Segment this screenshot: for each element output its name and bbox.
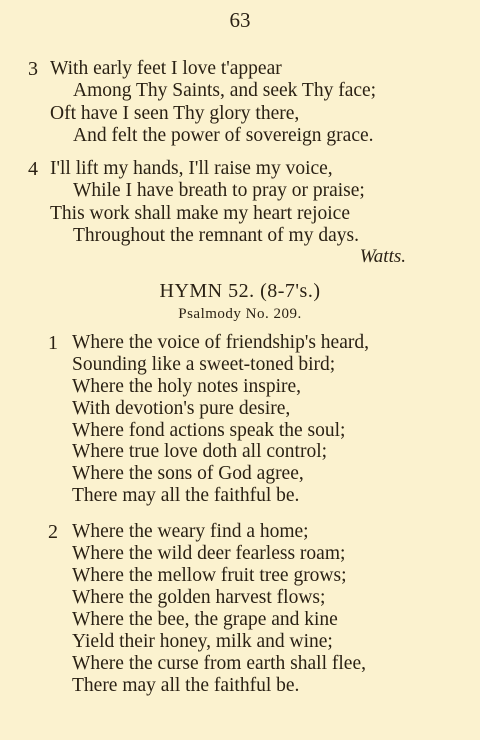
stanza-number: 4	[28, 158, 38, 180]
verse-line: Yield their honey, milk and wine;	[72, 631, 333, 652]
verse-line: Where the voice of friendship's heard,	[72, 332, 369, 353]
verse-line: Where true love doth all control;	[72, 441, 328, 462]
verse-line: Oft have I seen Thy glory there,	[50, 103, 300, 124]
verse-line: Where fond actions speak the soul;	[72, 420, 346, 441]
verse-line: Where the bee, the grape and kine	[72, 609, 338, 630]
verse-line: With early feet I love t'appear	[50, 58, 282, 79]
verse-line: Sounding like a sweet-toned bird;	[72, 354, 336, 375]
verse-line: With devotion's pure desire,	[72, 398, 291, 419]
verse-line: Where the golden harvest flows;	[72, 587, 326, 608]
verse-line: Where the curse from earth shall flee,	[72, 653, 366, 674]
verse-line: Where the sons of God agree,	[72, 463, 304, 484]
page-number: 63	[229, 8, 251, 32]
verse-line: I'll lift my hands, I'll raise my voice,	[50, 158, 333, 179]
hymn-title: HYMN 52. (8-7's.)	[159, 280, 321, 302]
verse-line: Where the mellow fruit tree grows;	[72, 565, 347, 586]
verse-line: This work shall make my heart rejoice	[50, 203, 350, 224]
verse-line: Where the wild deer fearless roam;	[72, 543, 346, 564]
tune-reference: Psalmody No. 209.	[178, 306, 302, 322]
verse-line: There may all the faithful be.	[72, 675, 300, 696]
verse-line: And felt the power of sovereign grace.	[73, 125, 374, 146]
verse-line: Throughout the remnant of my days.	[73, 225, 359, 246]
verse-line: There may all the faithful be.	[72, 485, 300, 506]
verse-line: Where the weary find a home;	[72, 521, 309, 542]
stanza-number: 1	[48, 332, 58, 354]
verse-line: Where the holy notes inspire,	[72, 376, 302, 397]
verse-line: While I have breath to pray or praise;	[73, 180, 365, 201]
stanza-number: 2	[48, 521, 58, 543]
verse-line: Among Thy Saints, and seek Thy face;	[73, 80, 377, 101]
author-attribution: Watts.	[359, 246, 406, 267]
stanza-number: 3	[28, 58, 38, 80]
